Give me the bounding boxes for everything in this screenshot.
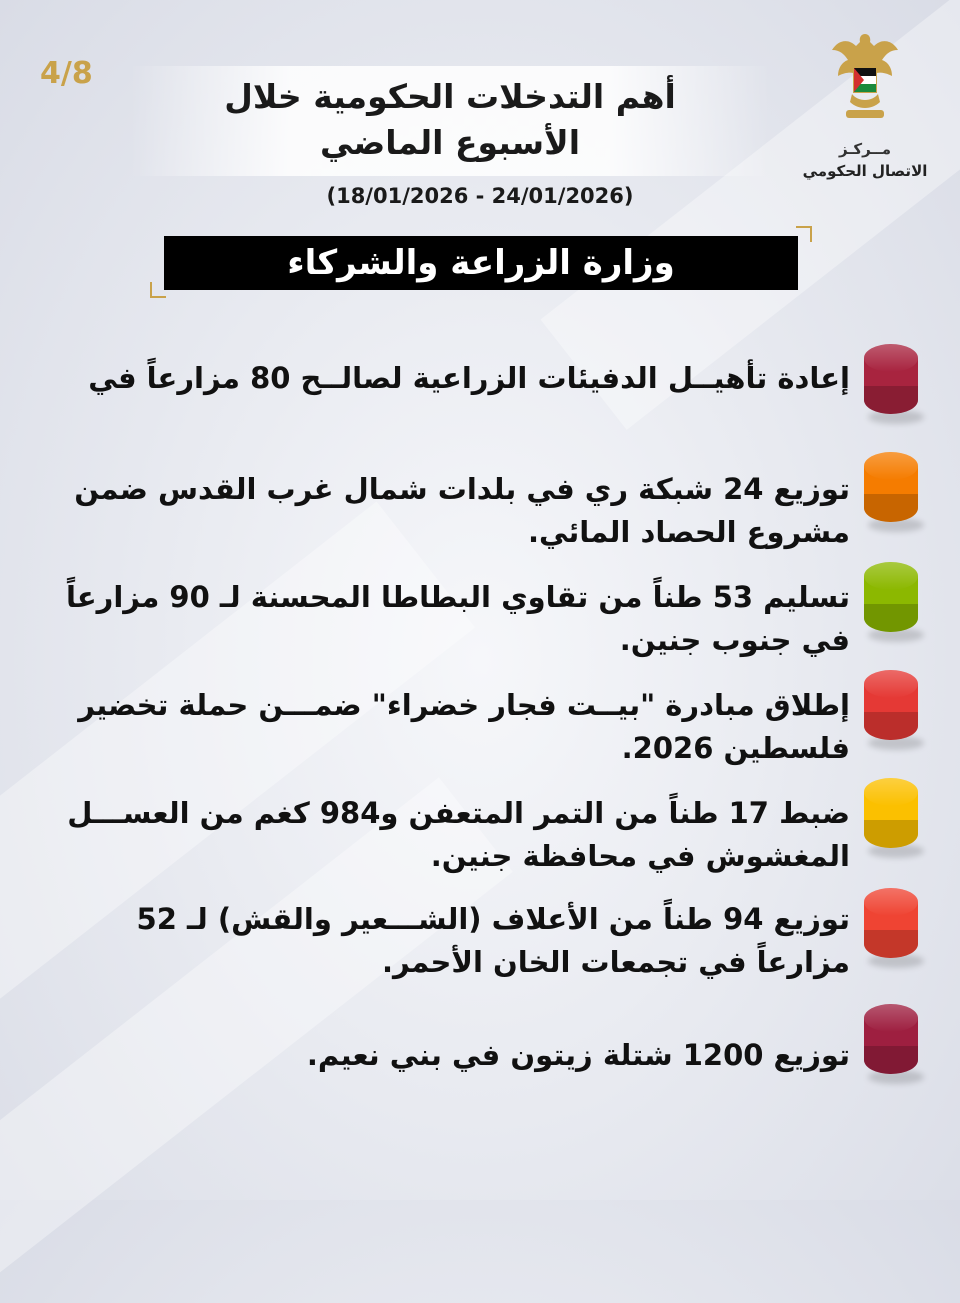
- ministry-title: وزارة الزراعة والشركاء: [164, 236, 798, 290]
- cylinder-top-0: [864, 344, 918, 372]
- cylinder-top-6: [864, 1004, 918, 1032]
- government-communication-logo: [790, 28, 940, 188]
- cylinder-top-2: [864, 562, 918, 590]
- bullet-cylinder-icon: [864, 562, 918, 646]
- bullet-cylinder-icon: [864, 778, 918, 862]
- bullet-cylinder-icon: [864, 452, 918, 536]
- logo-line-1: مــركـز: [838, 140, 892, 158]
- list-item: تسليم 53 طناً من تقاوي البطاطا المحسنة لـ 90 مزارعاً في جنوب جنين.: [65, 580, 850, 657]
- date-range: (18/01/2026 - 24/01/2026): [326, 184, 634, 208]
- title-line-2: الأسبوع الماضي: [319, 123, 581, 162]
- eagle-emblem-icon: [828, 28, 902, 128]
- bullet-cylinder-icon: [864, 344, 918, 428]
- page-number: 4/8: [40, 56, 93, 91]
- bullet-cylinder-icon: [864, 1004, 918, 1088]
- cylinder-top-4: [864, 778, 918, 806]
- bullet-cylinder-icon: [864, 670, 918, 754]
- list-item: إطلاق مبادرة "بيــت فجار خضراء" ضمـــن حملة تخضير فلسطين 2026.: [78, 688, 850, 765]
- list-item: توزيع 24 شبكة ري في بلدات شمال غرب القدس ضمن مشروع الحصاد المائي.: [74, 472, 850, 549]
- cylinder-top-1: [864, 452, 918, 480]
- cylinder-top-5: [864, 888, 918, 916]
- bullet-cylinder-icon: [864, 888, 918, 972]
- page-title: [130, 74, 770, 166]
- list-item: توزيع 1200 شتلة زيتون في بني نعيم.: [306, 1038, 850, 1072]
- list-item: إعادة تأهيــل الدفيئات الزراعية لصالــح 80 مزارعاً في: [88, 361, 850, 395]
- title-banner: [130, 66, 770, 176]
- list-item: ضبط 17 طناً من التمر المتعفن و984 كغم من العســـل المغشوش في محافظة جنين.: [67, 796, 850, 873]
- cylinder-top-3: [864, 670, 918, 698]
- logo-line-2: الاتصال الحكومي: [802, 162, 928, 180]
- list-item: توزيع 94 طناً من الأعلاف (الشـــعير والقش) لـ 52 مزارعاً في تجمعات الخان الأحمر.: [136, 902, 850, 979]
- title-line-1: أهم التدخلات الحكومية خلال: [224, 77, 676, 116]
- corner-accent: [796, 226, 812, 242]
